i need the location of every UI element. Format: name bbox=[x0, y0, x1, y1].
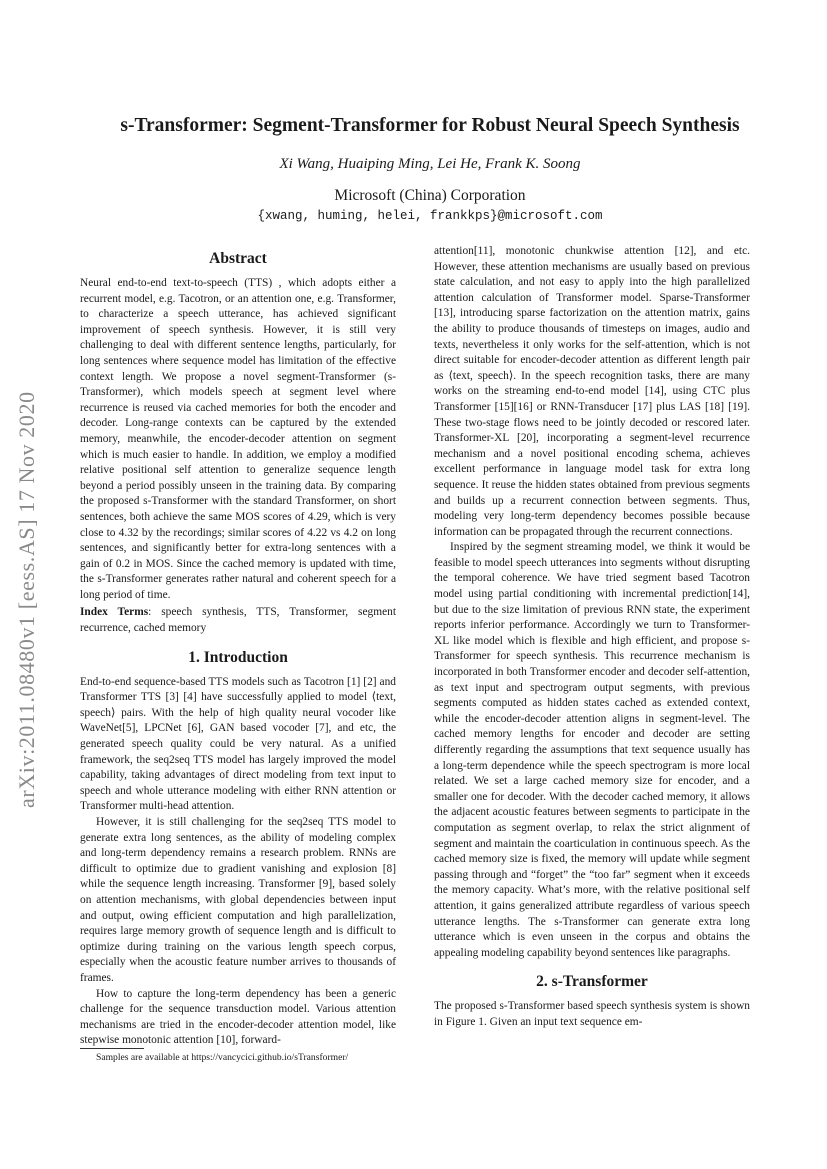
arxiv-identifier[interactable]: arXiv:2011.08480v1 [eess.AS] 17 Nov 2020 bbox=[14, 391, 39, 809]
abstract-text: Neural end-to-end text-to-speech (TTS) , which adopts either a recurrent model, e.g. Tacotron, or an attention one, e.g. Transformer, to characterize a speech utterance, has achieved significant improvement of speech synthesis. However, it is still very challenging to deal with different sentence lengths, particularly, for long sentences where sequence model has limitation of the effective context length. We propose a novel segment-Transformer (s-Transformer), which models speech at segment level where recurrence is reused via cached memories for both the encoder and decoder. Long-range contexts can be captured by the extended memory, meanwhile, the encoder-decoder attention on segment which is much easier to handle. In addition, we employ a modified relative positional self attention to generalize sequence length beyond a period possibly unseen in the training data. By comparing the proposed s-Transformer with the standard Transformer, on short sentences, both achieve the same MOS scores of 4.29, which is very close to 4.32 by the recordings; similar scores of 4.22 vs 4.2 on long sentences, and significantly better for extra-long sentences with a gain of 0.2 in MOS. Since the cached memory is updated with time, the s-Transformer generates rather natural and coherent speech for a long period of time. bbox=[80, 277, 396, 601]
section-2-paragraph: The proposed s-Transformer based speech synthesis system is shown in Figure 1. Given an input text sequence em- bbox=[434, 1000, 750, 1028]
intro-paragraph-1: End-to-end sequence-based TTS models such as Tacotron [1] [2] and Transformer TTS [3] [4] have successfully applied to model ⟨text, speech⟩ pairs. With the help of high quality neural vocoder like WaveNet[5], LPCNet [6], GAN based vocoder [7], and etc, the generated speech quality could be very natural. As a unified framework, the seq2seq TTS model has largely improved the model capability, taking advantages of direct modeling from text input to speech and whole utterance modeling with either RNN attention or Transformer multi-head attention. bbox=[80, 675, 396, 813]
index-terms-label: Index Terms bbox=[80, 606, 149, 619]
footnote-samples-link[interactable]: Samples are available at https://vancycici.github.io/sTransformer/ bbox=[96, 1052, 349, 1063]
left-column bbox=[80, 250, 396, 1047]
intro-paragraph-2: However, it is still challenging for the seq2seq TTS model to generate extra long sentences, as the ability of modeling complex and long-term dependency remains a research problem. RNNs are difficult to optimize due to gradient vanishing and explosion [8] while the sequence length increasing. Transformer [9], based solely on attention mechanisms, with global dependencies between input and output, owing efficient computation and high parallelization, requires large memory growth of sequence length and is difficult to optimize during training on the various length speech corpus, especially when the acoustic feature number arrives to thousands of frames. bbox=[80, 816, 396, 984]
intro-paragraph-3: How to capture the long-term dependency has been a generic challenge for the sequence transduction model. Various attention mechanisms are tried in the encoder-decoder attention model, like stepwise monotonic attention [10], forward- bbox=[80, 987, 396, 1047]
paper-title: s-Transformer: Segment-Transformer for Robust Neural Speech Synthesis bbox=[120, 115, 740, 136]
abstract-heading: Abstract bbox=[209, 250, 267, 267]
index-terms-text: : speech synthesis, TTS, Transformer, segment recurrence, cached memory bbox=[80, 606, 396, 635]
index-terms bbox=[80, 605, 396, 636]
introduction-heading: 1. Introduction bbox=[188, 648, 288, 666]
intro-paragraph-3-continued: attention[11], monotonic chunkwise attention [12], and etc. However, these attention mechanisms are usually based on previous state calculation, and not easy to apply into the high parallelized attention calculation of Transformer model. Sparse-Transformer [13], introducing sparse factorization on the attention matrix, gains the ability to produce thousands of timesteps on images, audio and texts, nevertheless it only works for the self-attention, which is not direct suitable for encoder-decoder attention as different length pair as ⟨text, speech⟩. In the speech recognition tasks, there are many works on the streaming end-to-end model [14], using CTC plus Transformer [15][16] or RNN-Transducer [17] plus LAS [18] [19]. These two-stage flows need to be jointly decoded or rescored later. Transformer-XL [20], incorporating a segment-level recurrence mechanism and a novel positional encoding schema, achieves excellent performance in language model task for extra long sequence. It reuse the hidden states obtained from previous segments and builds up a recurrent connection between segments. Thus, modeling very long-term dependency becomes possible because information can be propagated through the recurrent connections. bbox=[434, 245, 750, 538]
section-spacer bbox=[434, 961, 750, 973]
affiliation: Microsoft (China) Corporation bbox=[334, 187, 526, 204]
author-list: Xi Wang, Huaiping Ming, Lei He, Frank K. Soong bbox=[279, 156, 581, 172]
right-column bbox=[434, 244, 750, 1140]
section-spacer bbox=[80, 637, 396, 649]
intro-paragraph-4: Inspired by the segment streaming model, we think it would be feasible to model speech utterances into segments without disrupting the temporal coherence. We have tried segment based Tacotron model using partial conditioning with incremental prediction[14], but due to the size limitation of previous RNN state, the experiment reports inferior performance. Accordingly we turn to Transformer-XL like model which is flexible and high efficient, and propose s-Transformer for speech synthesis. This recurrence mechanism is incorporated in both Transformer encoder and decoder self-attention, as text input and spectrogram output segments, with previous segments computed as hidden states cached as extended context, while the encoder-decoder attention aligns in segment-level. The cached memory lengths for encoder and decoder are setting differently regarding the assumptions that text sequence usually has a long-term dependence while the speech spectrogram is more local related. We set a large cached memory size for encoder, and a smaller one for decoder. With the decoder cached memory, it allows the adjacent acoustic features between segments to participate in the computation as segment overlap, to relax the strict alignment of segment and maintain the coarticulation in continuous speech. As the cached memory size is fixed, the memory will update while segment passing through and “forget” the “too far” segment when it exceeds the memory capacity. What’s more, with the relative positional self attention, it gains generalized attribute regardless of various speech utterance lengths. The s-Transformer can generate extra long utterance which is even unseen in the corpus and obtains the appealing modeling capability beyond sentences like paragraphs. bbox=[434, 541, 750, 959]
author-emails[interactable]: {xwang, huming, helei, frankkps}@microsoft.com bbox=[257, 209, 603, 223]
footnote-divider bbox=[80, 1048, 144, 1049]
section-2-heading: 2. s-Transformer bbox=[536, 973, 648, 991]
